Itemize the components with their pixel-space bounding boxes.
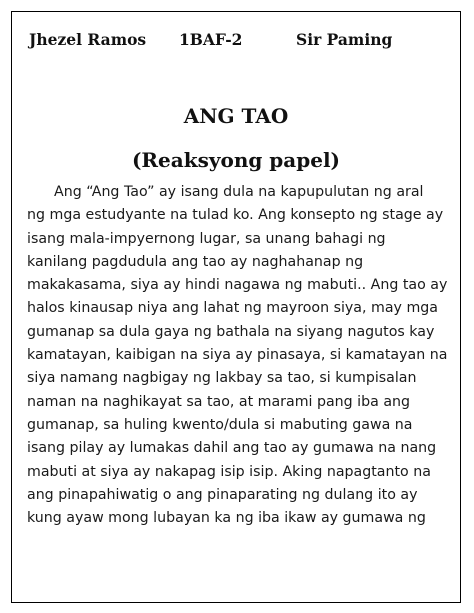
- body-line: halos kinausap niya ang lahat ng mayroon siya, may mga: [27, 300, 438, 317]
- body-line: makakasama, siya ay hindi nagawa ng mabuti.. Ang tao ay: [27, 277, 448, 294]
- body-line: isang mala-impyernong lugar, sa unang bahagi ng: [27, 230, 386, 247]
- teacher-name: Sir Paming: [296, 30, 393, 49]
- student-section: 1BAF-2: [179, 30, 243, 49]
- body-line: ng mga estudyante na tulad ko. Ang konsepto ng stage ay: [27, 207, 444, 224]
- body-line: kanilang pagdudula ang tao ay naghahanap ng: [27, 253, 364, 270]
- body-line: gumanap sa dula gaya ng bathala na siyang nagutos kay: [27, 323, 435, 340]
- body-line: kung ayaw mong lubayan ka ng iba ikaw ay gumawa ng: [27, 510, 426, 527]
- body-line: siya namang nagbigay ng lakbay sa tao, si kumpisalan: [27, 370, 417, 387]
- body-line: mabuti at siya ay nakapag isip isip. Aking napagtanto na: [27, 463, 431, 480]
- document-page: [11, 11, 461, 603]
- document-header: [29, 30, 449, 52]
- document-title: ANG TAO: [183, 104, 289, 128]
- body-line: naman na naghikayat sa tao, at marami pang iba ang: [27, 393, 411, 410]
- body-paragraph: [27, 181, 451, 530]
- body-line: Ang “Ang Tao” ay isang dula na kapupulutan ng aral: [54, 184, 424, 200]
- document-subtitle: (Reaksyong papel): [131, 148, 341, 172]
- student-name: Jhezel Ramos: [29, 30, 147, 49]
- body-line: isang pilay ay lumakas dahil ang tao ay gumawa na nang: [27, 440, 437, 457]
- body-line: ang pinapahiwatig o ang pinaparating ng dulang ito ay: [27, 486, 418, 503]
- body-line: gumanap, sa huling kwento/dula si mabuting gawa na: [27, 416, 413, 433]
- body-line: kamatayan, kaibigan na siya ay pinasaya, si kamatayan na: [27, 347, 448, 364]
